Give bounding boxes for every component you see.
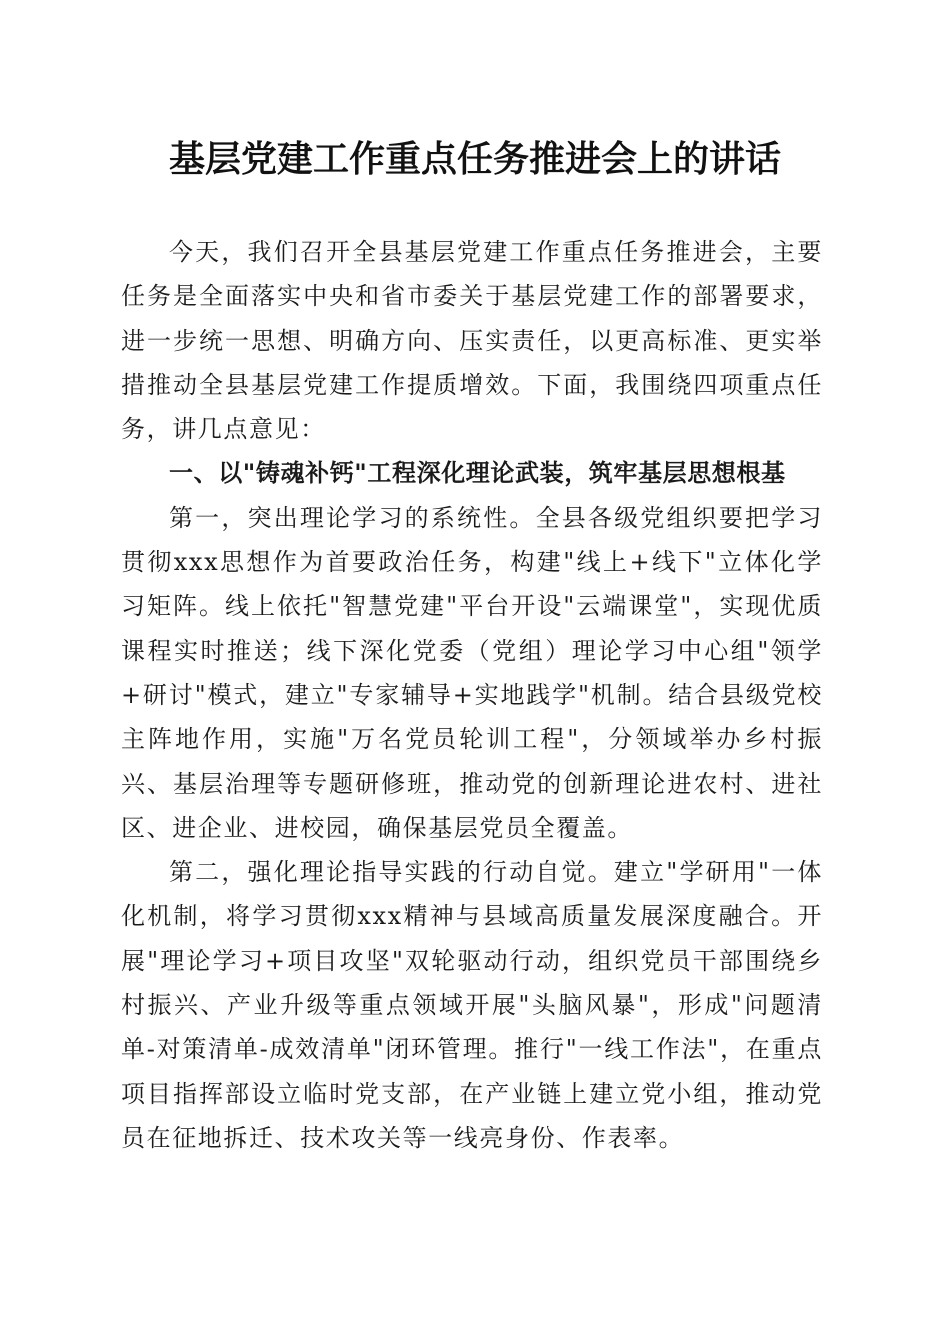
body-paragraph: 第二，强化理论指导实践的行动自觉。建立"学研用"一体化机制，将学习贯彻xxx精神与县域高质量发展深度融合。开展"理论学习+项目攻坚"双轮驱动行动，组织党员干部围绕乡村振兴、产业升级等重点领域开展"头脑风暴"，形成"问题清单-对策清单-成效清单"闭环管理。推行"一线工作法"，在重点项目指挥部设立临时党支部，在产业链上建立党小组，推动党员在征地拆迁、技术攻关等一线亮身份、作表率。 [121, 858, 823, 1152]
section-heading: 一、以"铸魂补钙"工程深化理论武装，筑牢基层思想根基 [169, 459, 786, 488]
document-title: 基层党建工作重点任务推进会上的讲话 [168, 138, 781, 180]
intro-paragraph: 今天，我们召开全县基层党建工作重点任务推进会，主要任务是全面落实中央和省市委关于基层党建工作的部署要求，进一步统一思想、明确方向、压实责任，以更高标准、更实举措推动全县基层党建工作提质增效。下面，我围绕四项重点任务，讲几点意见： [121, 238, 823, 444]
document-body [121, 230, 823, 1160]
body-paragraph: 第一，突出理论学习的系统性。全县各级党组织要把学习贯彻xxx思想作为首要政治任务，构建"线上+线下"立体化学习矩阵。线上依托"智慧党建"平台开设"云端课堂"，实现优质课程实时推送；线下深化党委（党组）理论学习中心组"领学+研讨"模式，建立"专家辅导+实地践学"机制。结合县级党校主阵地作用，实施"万名党员轮训工程"，分领域举办乡村振兴、基层治理等专题研修班，推动党的创新理论进农村、进社区、进企业、进校园，确保基层党员全覆盖。 [121, 503, 823, 842]
